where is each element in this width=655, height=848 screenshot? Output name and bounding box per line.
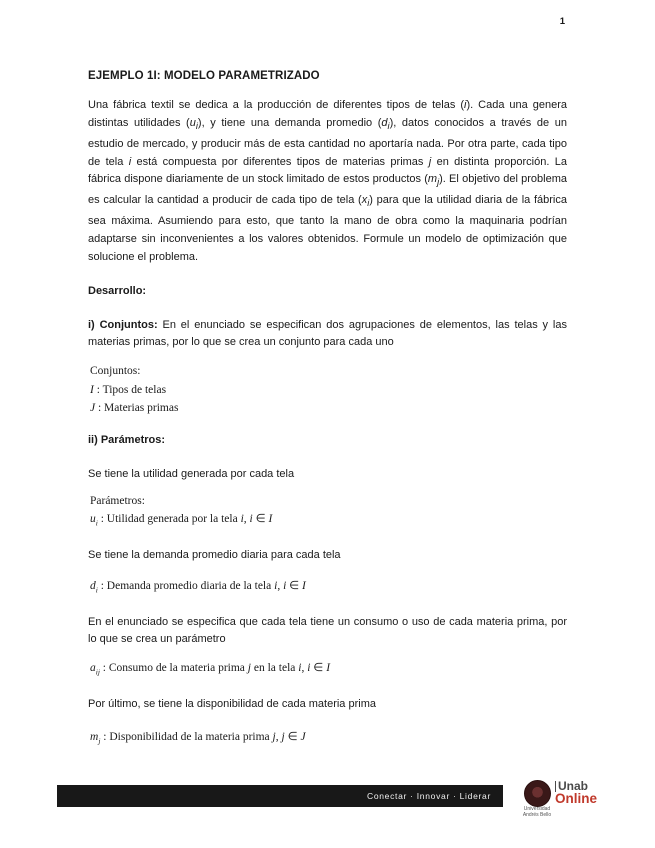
document-content	[88, 70, 567, 765]
math-def-u: $u_i$ : Utilidad generada por la tela i, i ∈ I	[90, 513, 273, 528]
math-def-a: $a_{ij}$ : Consumo de la materia prima j en la tela i, i ∈ I	[90, 662, 331, 677]
conjuntos-definition-block	[88, 362, 567, 418]
demanda-paragraph: Se tiene la demanda promedio diaria para cada tela	[88, 548, 341, 561]
math-def-set-I: I : Tipos de telas	[90, 383, 167, 396]
math-label-conjuntos: Conjuntos:	[90, 365, 141, 378]
online-wordmark: Online	[555, 791, 598, 806]
math-def-set-J: J : Materias primas	[90, 402, 179, 415]
footer-slogan: Conectar · Innovar · Liderar	[366, 791, 491, 801]
university-name-line1: Universidad	[523, 806, 551, 812]
demanda-definition-block	[88, 577, 567, 600]
parametros-heading: ii) Parámetros:	[88, 433, 166, 446]
unab-wordmark-text: Unab	[558, 779, 588, 793]
footer-bar	[57, 785, 503, 807]
math-label-parametros: Parámetros:	[90, 494, 145, 507]
disponibilidad-paragraph: Por último, se tiene la disponibilidad de cada materia prima	[88, 698, 376, 711]
math-def-d: $d_i$ : Demanda promedio diaria de la tela i, i ∈ I	[90, 579, 306, 595]
university-name-line2: Andrés Bello	[522, 811, 552, 818]
university-name	[522, 807, 552, 818]
logo-divider-bar	[555, 781, 556, 792]
consumo-definition-block	[88, 659, 567, 682]
page-number: 1	[559, 16, 565, 27]
desarrollo-heading: Desarrollo:	[88, 284, 147, 297]
math-def-m: $m_j$ : Disponibilidad de la materia prima j, j ∈ J	[90, 730, 306, 746]
parametros-definition-block	[88, 492, 567, 533]
disponibilidad-definition-block	[88, 728, 567, 751]
utilidad-paragraph: Se tiene la utilidad generada por cada tela	[88, 467, 295, 480]
unab-online-wordmark	[555, 780, 597, 806]
intro-paragraph: Una fábrica textil se dedica a la producción de diferentes tipos de telas (i). Cada una genera distintas utilidades $(u_i)$, y tiene una demanda promedio $(d_i)$, datos conocidos a través de un estudio de mercado, y producir más de esta cantidad no aportaría nada. Por otra parte, cada tipo de tela i está compuesta por diferentes tipos de materias primas j en distinta proporción. La fábrica dispone diariamente de un stock limitado de estos productos $(m_j)$. El objetivo del problema es calcular la cantidad a producir de cada tipo de tela $(x_i)$ para que la utilidad diaria de la fábrica sea máxima. Asumiendo para esto, que tanto la mano de obra como la maquinaria podrían adaptarse sin inconvenientes a los valores obtenidos. Formule un modelo de optimización que solucione el problema.	[88, 99, 567, 263]
consumo-paragraph: En el enunciado se especifica que cada tela tiene un consumo o uso de cada materia prima, por lo que se crea un parámetro	[88, 615, 567, 646]
unab-seal-icon	[524, 780, 551, 807]
document-title: EJEMPLO 1I: MODELO PARAMETRIZADO	[88, 70, 320, 82]
unab-online-logo	[522, 778, 632, 818]
conjuntos-section-heading: i) Conjuntos: En el enunciado se especifican dos agrupaciones de elementos, las telas y las materias primas, por lo que se crea un conjunto para cada uno	[88, 318, 567, 349]
